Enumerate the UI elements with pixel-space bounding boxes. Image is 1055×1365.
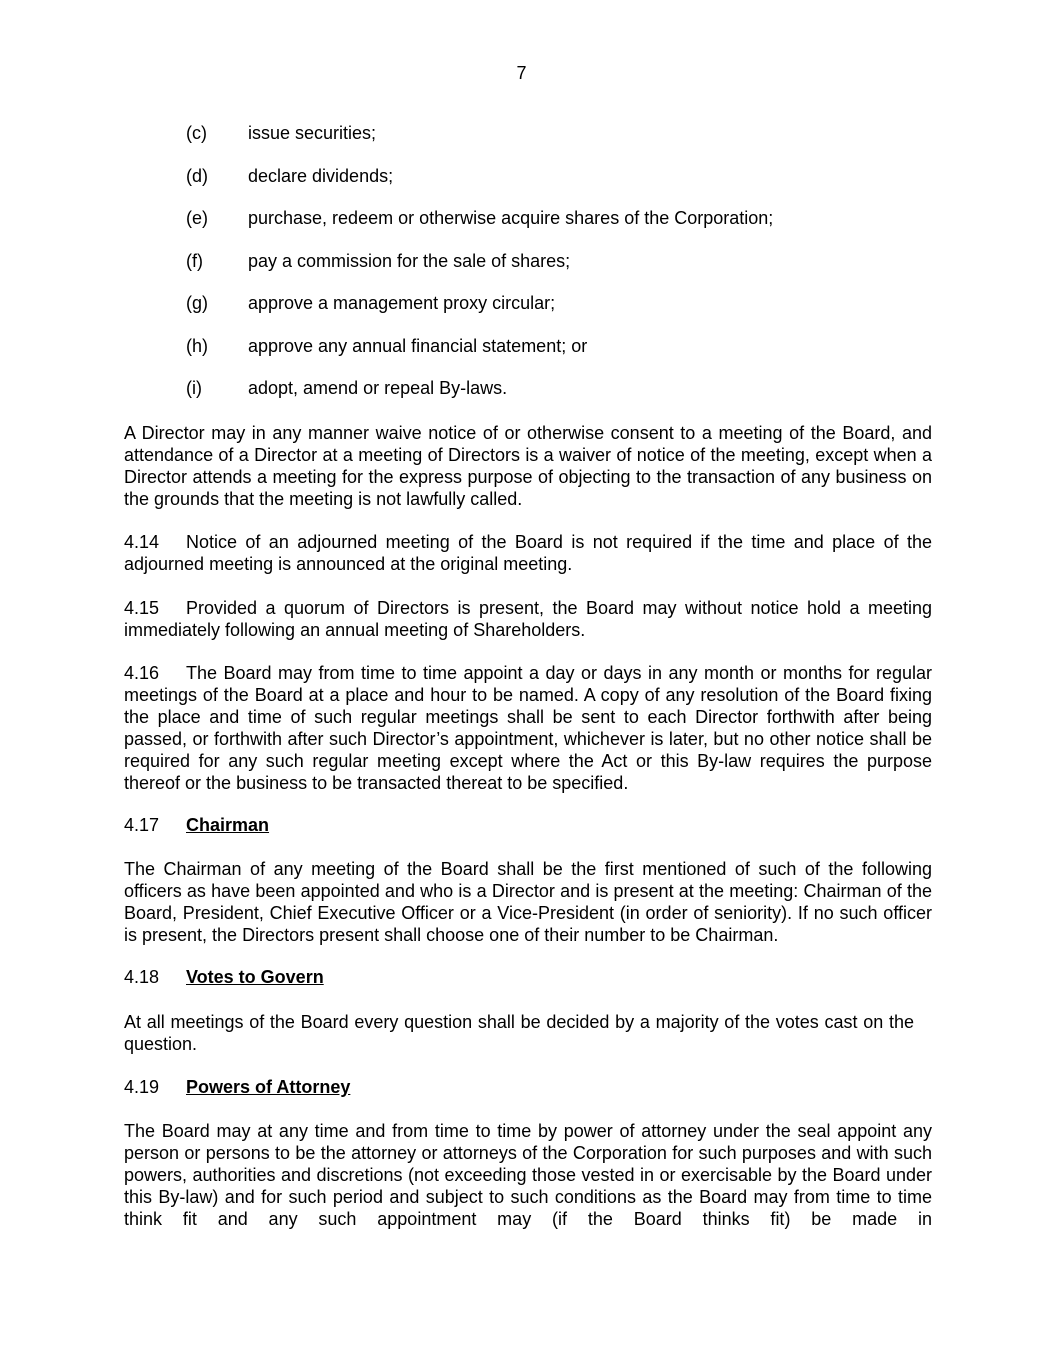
page-number: 7 [516,63,527,83]
list-item [186,250,932,272]
list-text: approve any annual financial statement; or [248,335,588,356]
list-item [186,122,932,144]
list-marker: (e) [186,208,208,228]
list-text: issue securities; [248,123,377,143]
section-number: 4.16 [124,663,160,683]
list-text: approve a management proxy circular; [248,293,556,313]
section-title: Powers of Attorney [186,1077,351,1097]
list-marker: (g) [186,293,208,313]
waiver-paragraph: A Director may in any manner waive notice of or otherwise consent to a meeting of the Board, and attendance of a Director at a meeting of Directors is a waiver of notice of the meeting, except when a Director attends a meeting for the express purpose of objecting to the transaction of any business on the grounds that the meeting is not lawfully called. [124,423,932,509]
section-4-14 [124,531,932,575]
section-number: 4.17 [124,815,160,835]
section-4-17-text: The Chairman of any meeting of the Board shall be the first mentioned of such of the following officers as have been appointed and who is a Director and is present at the meeting: Chairman of the Board, President, Chief Executive Officer or a Vice-President (in order of seniority). If no such officer is present, the Directors present shall choose one of their number to be Chairman. [124,859,932,945]
section-number: 4.14 [124,532,160,552]
list-marker: (h) [186,335,208,356]
list-text: declare dividends; [248,165,394,186]
list-item [186,207,932,229]
enumerated-list [186,122,932,420]
section-text: The Board may from time to time appoint a day or days in any month or months for regular meetings of the Board at a place and hour to be named. A copy of any resolution of the Board fixing the place and time of such regular meetings shall be sent to each Director forthwith after being passed, or forthwith after such Director’s appointment, whichever is later, but no other notice shall be required for any such regular meeting except where the Act or this By-law requires the purpose thereof or the business to be transacted thereat to be specified. [124,663,932,793]
section-heading-4-19 [124,1076,932,1098]
section-4-19-text: The Board may at any time and from time to time by power of attorney under the seal appoint any person or persons to be the attorney or attorneys of the Corporation for such purposes and with such powers, authorities and discretions (not exceeding those vested in or exercisable by the Board under this By-law) and for such period and subject to such conditions as the Board may from time to time think fit and any such appointment may (if the Board thinks fit) be made in [124,1121,932,1229]
list-marker: (f) [186,250,203,271]
list-marker: (c) [186,123,207,143]
list-marker: (d) [186,165,208,186]
section-4-18-text: At all meetings of the Board every question shall be decided by a majority of the votes cast on the question. [124,1012,914,1054]
section-title: Chairman [186,815,270,835]
section-heading-4-18 [124,966,932,988]
list-text: purchase, redeem or otherwise acquire shares of the Corporation; [248,208,774,228]
section-title: Votes to Govern [186,967,324,987]
section-heading-4-17 [124,814,932,836]
section-text: Notice of an adjourned meeting of the Board is not required if the time and place of the adjourned meeting is announced at the original meeting. [124,532,932,574]
section-number: 4.19 [124,1077,160,1097]
list-item [186,165,932,187]
list-item [186,335,932,357]
section-text: Provided a quorum of Directors is present, the Board may without notice hold a meeting immediately following an annual meeting of Shareholders. [124,598,932,640]
list-text: pay a commission for the sale of shares; [248,250,571,271]
list-item [186,377,932,399]
section-number: 4.18 [124,967,160,987]
section-number: 4.15 [124,598,160,618]
section-4-15 [124,597,932,641]
list-item [186,292,932,314]
list-text: adopt, amend or repeal By-laws. [248,378,508,398]
list-marker: (i) [186,378,202,398]
section-4-16 [124,662,932,794]
